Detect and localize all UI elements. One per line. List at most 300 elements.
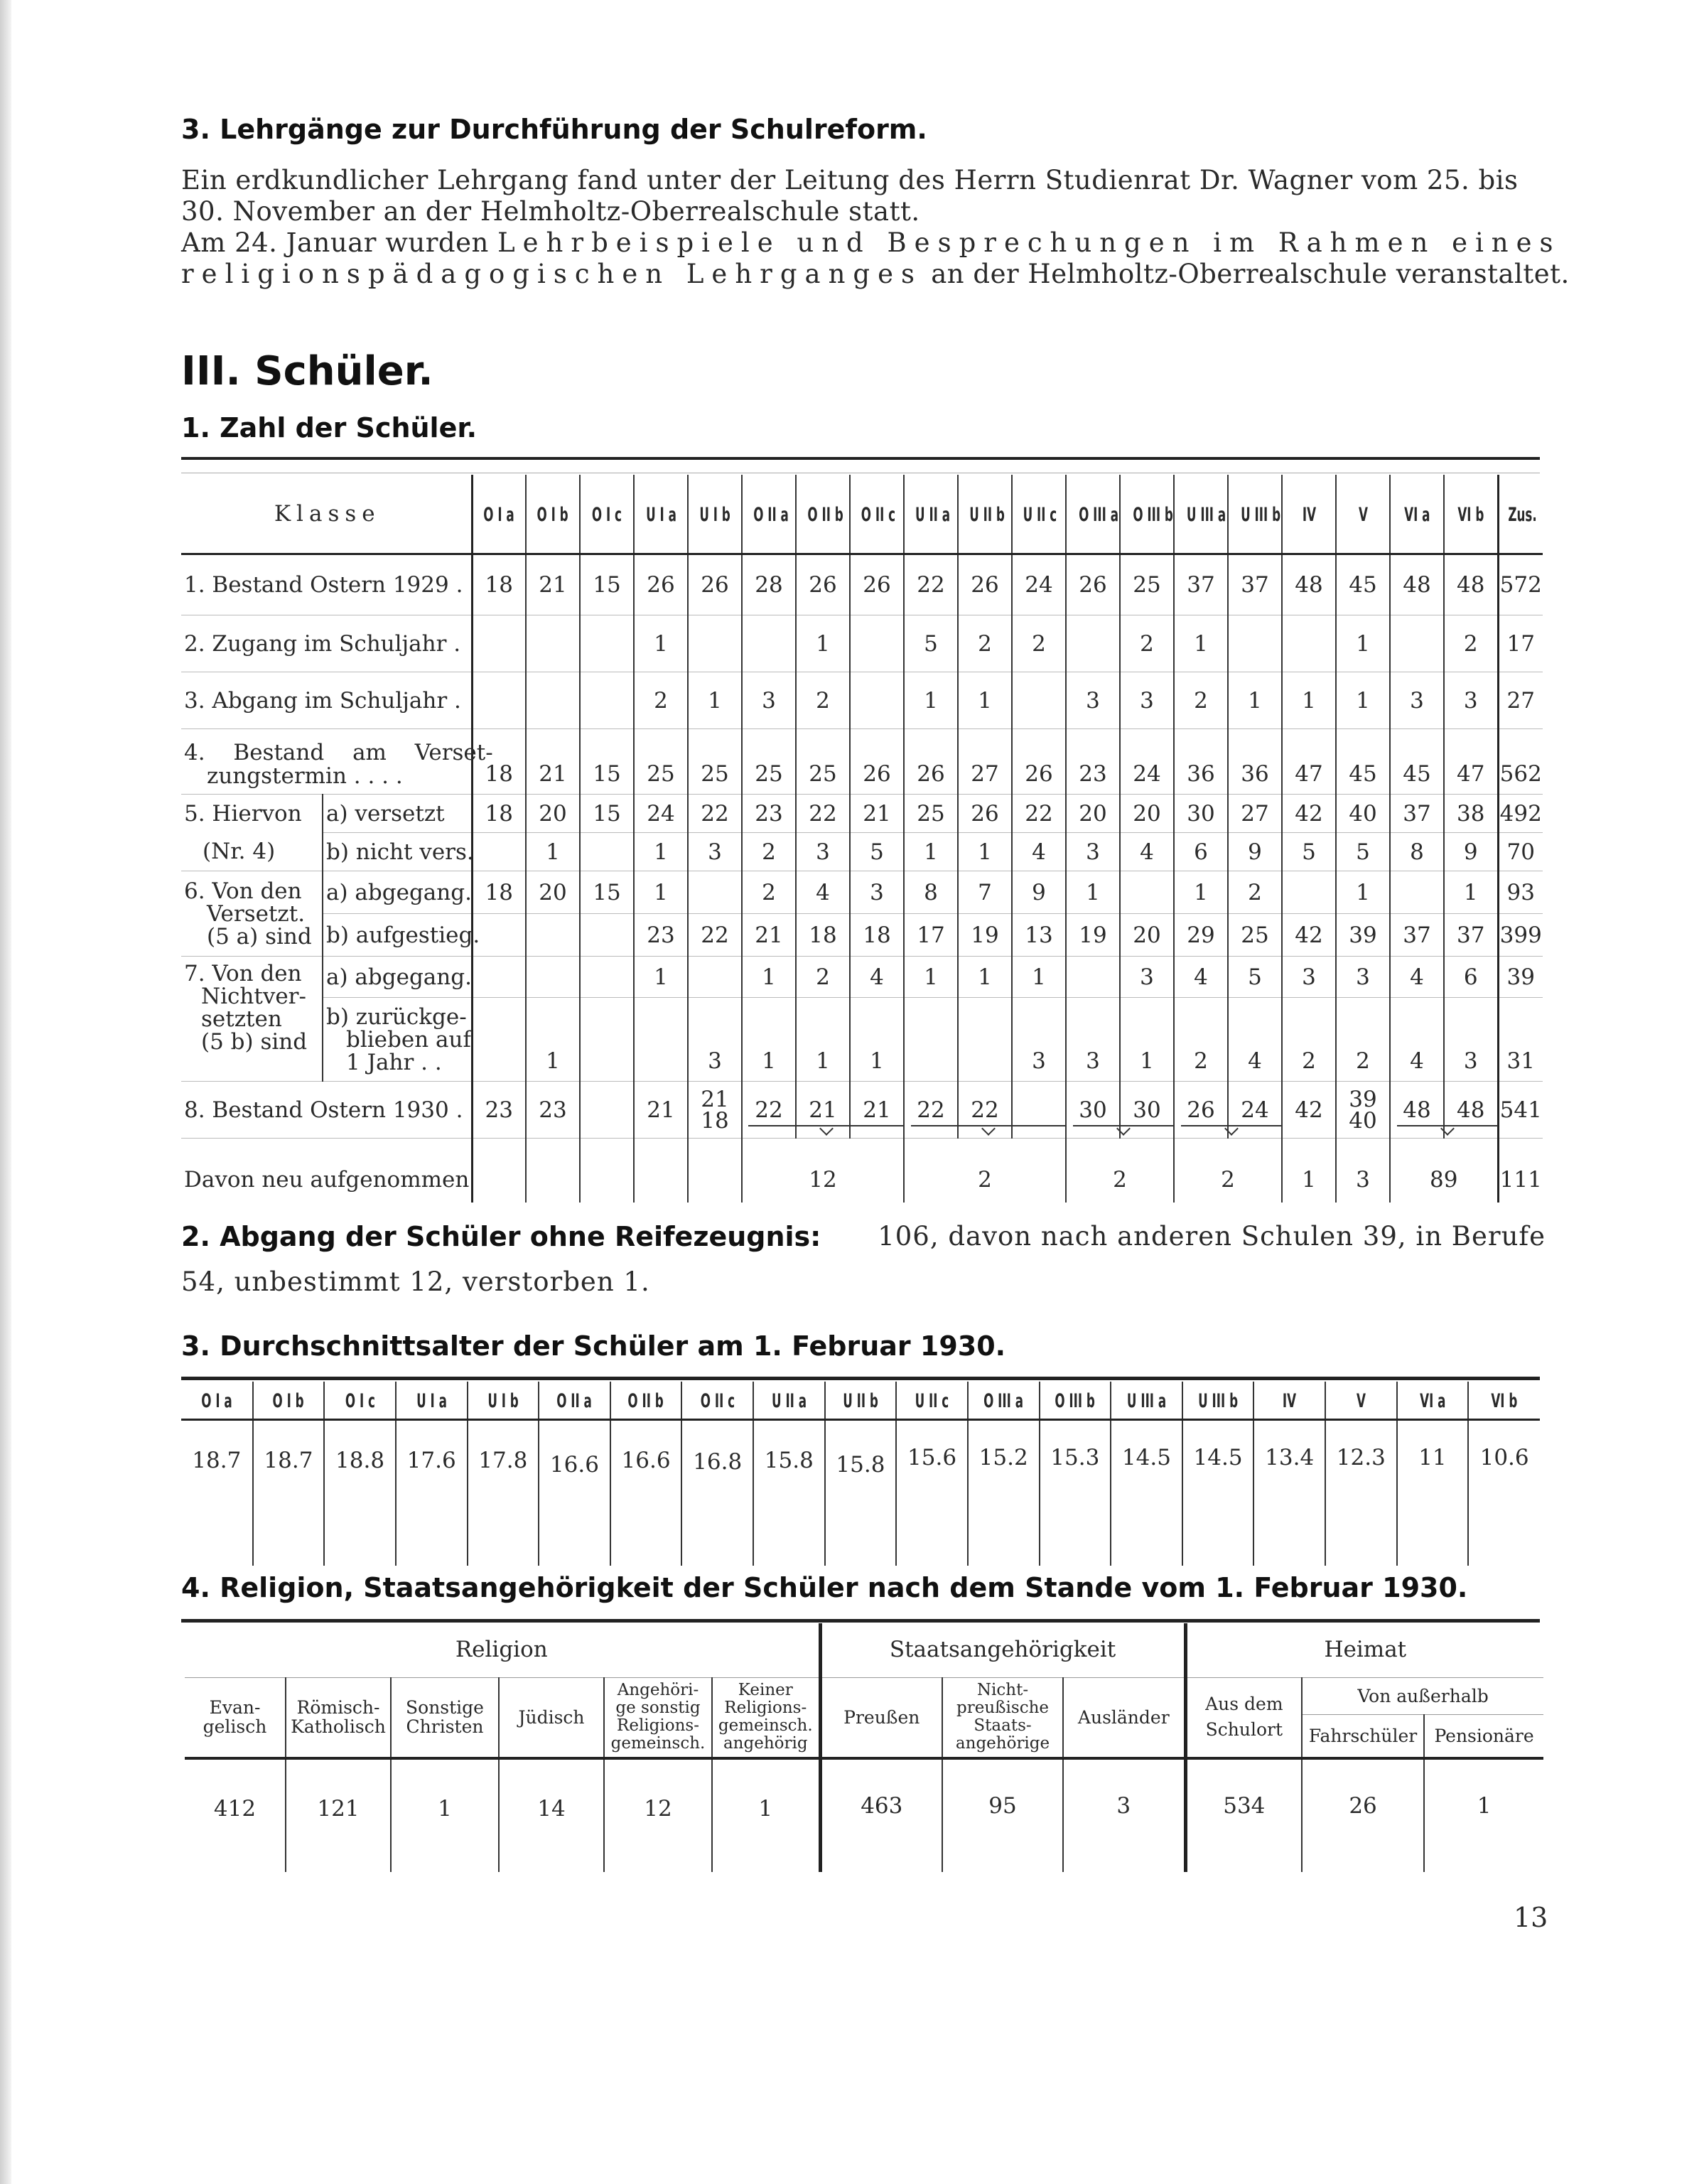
cell: 3 (1390, 672, 1444, 729)
class-header: U II b (958, 475, 1012, 554)
class-header: O II c (681, 1382, 753, 1420)
cell: 9 (1012, 871, 1066, 914)
cell: 24 (1120, 729, 1174, 795)
cell: 3 (1066, 833, 1120, 871)
value-evangelisch: 412 (185, 1758, 286, 1872)
cell: 22 (688, 914, 742, 957)
cell-group-uii: 2 (904, 1139, 1066, 1203)
cell: 21 (526, 729, 580, 795)
cell: 2 (742, 871, 796, 914)
cell: 22 (958, 1082, 1012, 1139)
cell: 1 (958, 957, 1012, 998)
age-value: 18.7 (181, 1420, 253, 1566)
cell: 2 (1336, 998, 1390, 1082)
value-schulort: 534 (1185, 1758, 1302, 1872)
abgang-line1 (181, 1214, 1546, 1259)
cell: 1 (796, 998, 850, 1082)
age-value: 17.6 (396, 1420, 468, 1566)
class-header: U I b (468, 1382, 539, 1420)
cell: 47 (1444, 729, 1498, 795)
cell: 24 (634, 795, 688, 833)
cell-group-oiii: 2 (1066, 1139, 1174, 1203)
group-brace (1181, 1125, 1282, 1134)
cell (472, 998, 526, 1082)
zus-header: Zus. (1498, 475, 1543, 554)
religion-table (185, 1623, 1543, 1872)
cell (958, 998, 1012, 1082)
row-sublabel: a) abgegang. (323, 871, 472, 914)
cell: 26 (1012, 729, 1066, 795)
cell: 21 18 (688, 1082, 742, 1139)
cell: 4 (1390, 957, 1444, 998)
cell (472, 833, 526, 871)
class-header: U I b (688, 475, 742, 554)
cell (526, 1139, 580, 1203)
cell: 1 (1012, 957, 1066, 998)
cell: 24 (1228, 1082, 1282, 1139)
cell: 2 (742, 833, 796, 871)
cell: 29 (1174, 914, 1228, 957)
cell: 1 (1336, 871, 1390, 914)
cell: 5 (1336, 833, 1390, 871)
cell: 37 (1444, 914, 1498, 957)
age-value: 16.8 (681, 1420, 753, 1566)
cell: 25 (634, 729, 688, 795)
cell: 1 (1174, 871, 1228, 914)
cell: 21 (526, 554, 580, 615)
cell: 25 (1228, 914, 1282, 957)
cell: 1 (634, 615, 688, 672)
row-label-line: (5 a) sind (207, 923, 312, 950)
col-keiner (712, 1677, 820, 1758)
cell: 18 (472, 729, 526, 795)
alter-top-rule (181, 1377, 1540, 1380)
cell: 1 (526, 833, 580, 871)
class-header: U II b (825, 1382, 897, 1420)
cell: 42 (1282, 795, 1336, 833)
cell: 4 (850, 957, 904, 998)
row-sublabel: b) nicht vers. (323, 833, 472, 871)
cell (580, 998, 634, 1082)
cell: 1 (904, 672, 958, 729)
cell: 26 (958, 795, 1012, 833)
cell (688, 1139, 742, 1203)
col-line: Nicht- (976, 1681, 1029, 1700)
col-juedisch: Jüdisch (499, 1677, 604, 1758)
class-header: VI a (1397, 1382, 1469, 1420)
cell: 21 (796, 1082, 850, 1139)
cell: 3 (1120, 957, 1174, 998)
cell: 4 (796, 871, 850, 914)
col-roemisch: Römisch- Katholisch (286, 1677, 391, 1758)
zus-cell: 17 (1498, 615, 1543, 672)
cell: 37 (1390, 914, 1444, 957)
cell: 38 (1444, 795, 1498, 833)
cell (526, 914, 580, 957)
cell (1066, 957, 1120, 998)
class-header: O I c (580, 475, 634, 554)
cell: 2 (1282, 998, 1336, 1082)
cell: 15 (580, 554, 634, 615)
cell: 4 (1390, 998, 1444, 1082)
cell: 25 (904, 795, 958, 833)
religion-heading: 4. Religion, Staatsangehörigkeit der Schüler nach dem Stande vom 1. Februar 1930. (181, 1572, 1468, 1603)
cell: 26 (850, 729, 904, 795)
age-value: 14.5 (1182, 1420, 1254, 1566)
cell: 1 (634, 833, 688, 871)
cell: 4 (1120, 833, 1174, 871)
cell: 1 (688, 672, 742, 729)
cell: 3 (742, 672, 796, 729)
sec3-line1: Ein erdkundlicher Lehrgang fand unter der Leitung des Herrn Studienrat Dr. Wagner vom 25. bis (181, 165, 1519, 195)
class-header: U I a (396, 1382, 468, 1420)
alter-heading: 3. Durchschnittsalter der Schüler am 1. Februar 1930. (181, 1330, 1006, 1362)
cell: 5 (1228, 957, 1282, 998)
cell: 5 (850, 833, 904, 871)
cell: 1 (634, 957, 688, 998)
table-row (181, 554, 1543, 615)
zus-cell: 572 (1498, 554, 1543, 615)
cell: 3 (1120, 672, 1174, 729)
cell: 48 (1282, 554, 1336, 615)
cell: 42 (1282, 1082, 1336, 1139)
value-pensionaere: 1 (1477, 1793, 1492, 1819)
cell (742, 615, 796, 672)
age-value: 18.8 (324, 1420, 396, 1566)
row-label: Davon neu aufgenommen (181, 1139, 472, 1203)
cell: 22 (904, 554, 958, 615)
class-header: O III a (1066, 475, 1120, 554)
class-header: U I a (634, 475, 688, 554)
cell: 20 (1120, 914, 1174, 957)
cell: 9 (1228, 833, 1282, 871)
cell: 21 (850, 1082, 904, 1139)
cell: 1 (1228, 672, 1282, 729)
value-nichtpreussen: 95 (942, 1758, 1063, 1872)
alter-value-row (181, 1420, 1540, 1566)
cell (580, 1082, 634, 1139)
cell: 2 (796, 957, 850, 998)
class-header: U III a (1174, 475, 1228, 554)
class-header: U II c (1012, 475, 1066, 554)
col-evangelisch: Evan- gelisch (185, 1677, 286, 1758)
cell: 3 (850, 871, 904, 914)
cell: 1 (742, 957, 796, 998)
cell: 27 (958, 729, 1012, 795)
cell: 2 (1174, 672, 1228, 729)
cell: 19 (1066, 914, 1120, 957)
cell: 47 (1282, 729, 1336, 795)
sec3-line2: 30. November an der Helmholtz-Oberrealschule statt. (181, 196, 920, 227)
cell: 26 (1174, 1082, 1228, 1139)
cell: 21 (634, 1082, 688, 1139)
row-sublabel-line: blieben auf (346, 1026, 471, 1053)
cell: 1 (958, 833, 1012, 871)
row-sublabel-line: 1 Jahr . . (346, 1049, 442, 1075)
cell: 18 (796, 914, 850, 957)
table-row (181, 914, 1543, 957)
zus-cell: 39 (1498, 957, 1543, 998)
row-label (181, 871, 323, 957)
cell: 40 (1336, 795, 1390, 833)
cell: 2 (1444, 615, 1498, 672)
cell: 18 (472, 795, 526, 833)
age-value: 13.4 (1253, 1420, 1325, 1566)
row-label: 8. Bestand Ostern 1930 . (181, 1082, 472, 1139)
cell (1012, 672, 1066, 729)
cell (1066, 615, 1120, 672)
table-row (181, 957, 1543, 998)
cell: 4 (1174, 957, 1228, 998)
group-heimat: Heimat (1185, 1623, 1543, 1677)
age-value: 18.7 (253, 1420, 325, 1566)
group-brace (748, 1125, 904, 1134)
class-header: O I b (253, 1382, 325, 1420)
zus-cell: 399 (1498, 914, 1543, 957)
abgang-heading: 2. Abgang der Schüler ohne Reifezeugnis: (181, 1221, 821, 1252)
religion-value-row (185, 1758, 1543, 1872)
row-label (181, 957, 323, 1082)
age-value: 14.5 (1111, 1420, 1182, 1566)
row-label: 5. Hiervon (181, 795, 323, 833)
class-header: O II b (610, 1382, 682, 1420)
cell: 3 (1336, 957, 1390, 998)
schueler-zahl-table (181, 475, 1543, 1203)
cell: 2 (1120, 615, 1174, 672)
col-schulort (1185, 1677, 1302, 1758)
cell (472, 1139, 526, 1203)
cell (526, 615, 580, 672)
cell: 45 (1336, 554, 1390, 615)
cell-iv: 1 (1282, 1139, 1336, 1203)
zus-cell: 562 (1498, 729, 1543, 795)
zahl-heading: 1. Zahl der Schüler. (181, 412, 478, 443)
class-header: O II c (850, 475, 904, 554)
row-sublabel: b) aufgestieg. (323, 914, 472, 957)
cell (634, 998, 688, 1082)
class-header: U II a (904, 475, 958, 554)
class-header: U III b (1182, 1382, 1254, 1420)
cell (1390, 871, 1444, 914)
table-row (181, 833, 1543, 871)
age-value: 16.6 (539, 1420, 610, 1566)
cell: 24 (1012, 554, 1066, 615)
cell: 22 (904, 1082, 958, 1139)
cell: 19 (958, 914, 1012, 957)
sec3-line3a: Am 24. Januar wurden (181, 227, 489, 258)
cell: 23 (1066, 729, 1120, 795)
cell: 21 (742, 914, 796, 957)
cell: 1 (850, 998, 904, 1082)
cell: 30 (1120, 1082, 1174, 1139)
cell (688, 957, 742, 998)
sec3-line3b: Lehrbeispiele und Besprechungen im Rahmen eines (497, 227, 1561, 258)
col-line: Religions- (617, 1716, 699, 1736)
cell (580, 1139, 634, 1203)
cell (580, 914, 634, 957)
page-number: 13 (1514, 1902, 1548, 1933)
col-preussen: Preußen (820, 1677, 942, 1758)
cell (472, 672, 526, 729)
class-header: V (1325, 1382, 1397, 1420)
cell: 1 (1174, 615, 1228, 672)
religion-header-row (185, 1677, 1543, 1714)
col-line: ge sonstig (615, 1699, 701, 1718)
col-nichtpreussen (942, 1677, 1063, 1758)
cell: 45 (1390, 729, 1444, 795)
class-header: O II a (539, 1382, 610, 1420)
cell: 25 (1120, 554, 1174, 615)
age-value: 15.8 (825, 1420, 897, 1566)
row-label: 2. Zugang im Schuljahr . (181, 615, 472, 672)
cell (634, 1139, 688, 1203)
cell: 15 (580, 729, 634, 795)
sec3-line4 (181, 259, 1570, 290)
cell: 1 (634, 871, 688, 914)
col-line: Religions- (724, 1699, 807, 1718)
cell: 48 (1444, 1082, 1498, 1139)
value-angehoerige: 12 (604, 1758, 712, 1872)
cell: 48 (1390, 554, 1444, 615)
cell (472, 914, 526, 957)
col-line: preußische (956, 1699, 1050, 1718)
group-staat: Staatsangehörigkeit (820, 1623, 1185, 1677)
cell: 21 (850, 795, 904, 833)
age-value: 15.3 (1040, 1420, 1111, 1566)
cell: 39 40 (1336, 1082, 1390, 1139)
cell: 20 (1066, 795, 1120, 833)
sec3-line4a: religionspädagogischen Lehrganges (181, 259, 922, 289)
class-header: V (1336, 475, 1390, 554)
class-header: U II a (753, 1382, 825, 1420)
cell (472, 957, 526, 998)
group-brace (911, 1125, 1066, 1134)
cell: 1 (742, 998, 796, 1082)
cell: 6 (1444, 957, 1498, 998)
cell (1390, 615, 1444, 672)
row-label-line: (5 b) sind (201, 1029, 308, 1055)
row-sublabel-line: b) zurückge- (326, 1004, 467, 1030)
cell: 6 (1174, 833, 1228, 871)
table-row-neu-aufgenommen (181, 1139, 1543, 1203)
class-header: VI b (1468, 1382, 1540, 1420)
age-value: 10.6 (1479, 1445, 1529, 1470)
value-preussen: 463 (820, 1758, 942, 1872)
cell: 2 (1012, 615, 1066, 672)
row-label: 1. Bestand Ostern 1929 . (181, 554, 472, 615)
group-brace (1397, 1125, 1498, 1134)
chapter-title: III. Schüler. (181, 348, 433, 394)
age-value: 16.6 (610, 1420, 682, 1566)
cell (904, 998, 958, 1082)
sec3-heading: 3. Lehrgänge zur Durchführung der Schulreform. (181, 114, 927, 145)
cell (850, 672, 904, 729)
row-label-line: 4. Bestand am Verset- (184, 740, 493, 765)
cell (580, 615, 634, 672)
row-label-line: setzten (201, 1006, 282, 1032)
row-label-line: Versetzt. (207, 900, 306, 927)
cell: 8 (904, 871, 958, 914)
cell: 1 (1444, 871, 1498, 914)
cell: 25 (796, 729, 850, 795)
religion-group-row (185, 1623, 1543, 1677)
col-angehoerige (604, 1677, 712, 1758)
class-header: O II b (796, 475, 850, 554)
row-sublabel (323, 998, 472, 1082)
table1-header-row (181, 475, 1543, 554)
zus-cell: 111 (1498, 1139, 1543, 1203)
col-line: Angehöri- (617, 1681, 699, 1700)
row-label: (Nr. 4) (181, 833, 323, 871)
row-label-line: 6. Von den (184, 878, 302, 904)
cell (850, 615, 904, 672)
col-line: Schulort (1205, 1719, 1283, 1741)
cell: 3 (688, 998, 742, 1082)
zus-cell: 70 (1498, 833, 1543, 871)
religion-top-rule (181, 1619, 1540, 1623)
sec3-line4b: an der Helmholtz-Oberrealschule veranstaltet. (931, 259, 1570, 289)
cell: 26 (634, 554, 688, 615)
cell: 2 (1228, 871, 1282, 914)
cell-group-uiii: 2 (1174, 1139, 1282, 1203)
row-label: 3. Abgang im Schuljahr . (181, 672, 472, 729)
class-header: O I c (324, 1382, 396, 1420)
table-row (181, 615, 1543, 672)
cell (472, 615, 526, 672)
cell: 3 (796, 833, 850, 871)
col-line: Staats- (974, 1716, 1032, 1736)
row-label (181, 729, 493, 795)
cell: 23 (472, 1082, 526, 1139)
cell: 3 (1012, 998, 1066, 1082)
cell-v: 3 (1336, 1139, 1390, 1203)
cell: 1 (1282, 672, 1336, 729)
group-religion: Religion (185, 1623, 820, 1677)
cell: 28 (742, 554, 796, 615)
value-keiner: 1 (712, 1758, 820, 1872)
cell: 17 (904, 914, 958, 957)
zus-cell: 492 (1498, 795, 1543, 833)
class-header: VI b (1444, 475, 1498, 554)
class-header: O III a (968, 1382, 1040, 1420)
cell: 20 (526, 795, 580, 833)
cell (526, 672, 580, 729)
cell: 13 (1012, 914, 1066, 957)
age-value: 15.6 (896, 1420, 968, 1566)
cell: 9 (1444, 833, 1498, 871)
cell: 26 (1066, 554, 1120, 615)
cell: 1 (1066, 871, 1120, 914)
cell: 22 (742, 1082, 796, 1139)
cell: 30 (1174, 795, 1228, 833)
cell: 1 (958, 672, 1012, 729)
row-label-line: Nichtver- (201, 984, 306, 1009)
cell-group-oii: 12 (742, 1139, 904, 1203)
cell: 22 (1012, 795, 1066, 833)
row-label-line: 7. Von den (184, 961, 302, 986)
cell: 22 (688, 795, 742, 833)
abgang-text1: 106, davon nach anderen Schulen 39, in Berufe (878, 1221, 1546, 1252)
cell: 3 (1282, 957, 1336, 998)
cell: 1 (1336, 615, 1390, 672)
cell: 39 (1336, 914, 1390, 957)
zus-cell: 27 (1498, 672, 1543, 729)
cell: 23 (634, 914, 688, 957)
cell: 37 (1390, 795, 1444, 833)
cell: 26 (796, 554, 850, 615)
class-header: VI a (1390, 475, 1444, 554)
cell: 36 (1228, 729, 1282, 795)
